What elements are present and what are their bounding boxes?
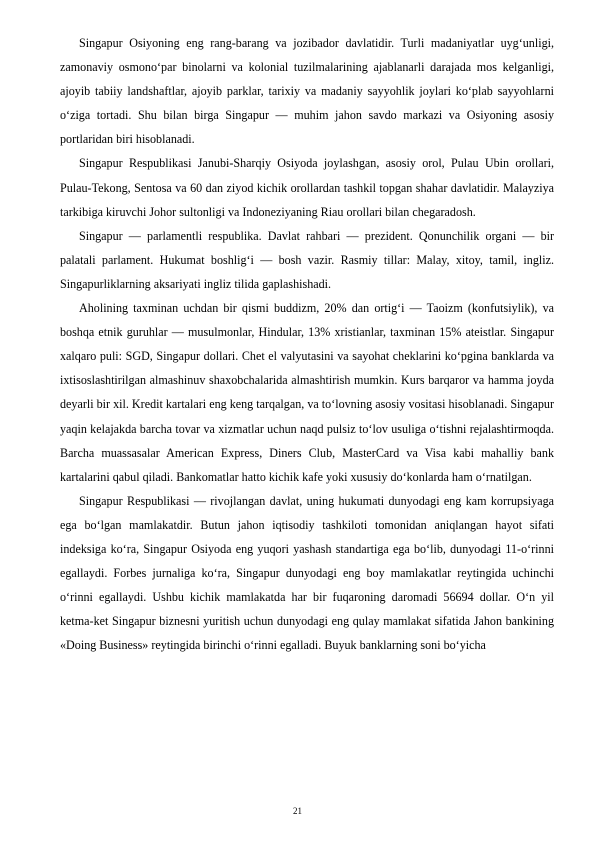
paragraph-government: Singapur — parlamentli respublika. Davlat rahbari — prezident. Qonunchilik organi — bir palatali parlament. Hukumat boshlig‘i — bosh vazir. Rasmiy tillar: Malay, xitoy, tamil, ingliz. Singapurliklarning aksariyati ingliz tilida gaplashishadi. (60, 228, 554, 291)
paragraph-religion-currency: Aholining taxminan uchdan bir qismi buddizm, 20% dan ortig‘i — Taoizm (konfutsiylik), va boshqa etnik guruhlar — musulmonlar, Hindular, 13% xristianlar, taxminan 15% ateistlar. Singapur xalqaro puli: SGD, Singapur dollari. Chet el valyutasini va sayohat cheklarini ko‘pgina banklarda va ixtisoslashtirilgan almashinuv shaxobchalarida almashtirish mumkin. Kurs barqaror va hamma joyda deyarli bir xil. Kredit kartalari eng keng tarqalgan, va to‘lovning asosiy vositasi hisoblanadi. Singapur yaqin kelajakda barcha tovar va xizmatlar uchun naqd pulsiz to‘lov usuliga o‘tishni rejalashtirmoqda. Barcha muassasalar American Express, Diners Club, MasterCard va Visa kabi mahalliy bank kartalarini qabul qiladi. Bankomatlar hatto kichik kafe yoki xususiy do‘konlarda ham o‘rnatilgan. (60, 301, 554, 484)
paragraph-singapore-intro: Singapur Osiyoning eng rang-barang va jozibador davlatidir. Turli madaniyatlar uyg‘unligi, zamonaviy osmono‘par binolarni va kolonial tuzilmalarining ajablanarli darajada mos kelganligi, ajoyib tabiiy landshaftlar, ajoyib parklar, tarixiy va madaniy sayyohlik joylari ko‘plab sayyohlarni o‘ziga tortadi. Shu bilan birga Singapur — muhim jahon savdo markazi va Osiyoning asosiy portlaridan biri hisoblanadi. (60, 36, 554, 147)
body-text (60, 31, 554, 657)
paragraph-geography: Singapur Respublikasi Janubi-Sharqiy Osiyoda joylashgan, asosiy orol, Pulau Ubin orollari, Pulau-Tekong, Sentosa va 60 dan ziyod kichik orollardan tashkil topgan shahar davlatidir. Malayziya tarkibiga kiruvchi Johor sultonligi va Indoneziyaning Riau orollari bilan chegaradosh. (60, 156, 554, 219)
paragraph-economy: Singapur Respublikasi — rivojlangan davlat, uning hukumati dunyodagi eng kam korrupsiyaga ega bo‘lgan mamlakatdir. Butun jahon iqtisodiy tashkiloti tomonidan aniqlangan hayot sifati indeksiga ko‘ra, Singapur Osiyoda eng yuqori yashash standartiga ega bo‘lib, dunyodagi 11-o‘rinni egallaydi. Forbes jurnaliga ko‘ra, Singapur dunyodagi eng boy mamlakatlar reytingida uchinchi o‘rinni egallaydi. Ushbu kichik mamlakatda har bir fuqaroning daromadi 56694 dollar. O‘n yil ketma-ket Singapur biznesni yuritish uchun dunyodagi eng qulay mamlakat sifatida Jahon bankining «Doing Business» reytingida birinchi o‘rinni egalladi. Buyuk banklarning soni bo‘yicha (60, 493, 554, 653)
page-number: 21 (293, 806, 302, 816)
